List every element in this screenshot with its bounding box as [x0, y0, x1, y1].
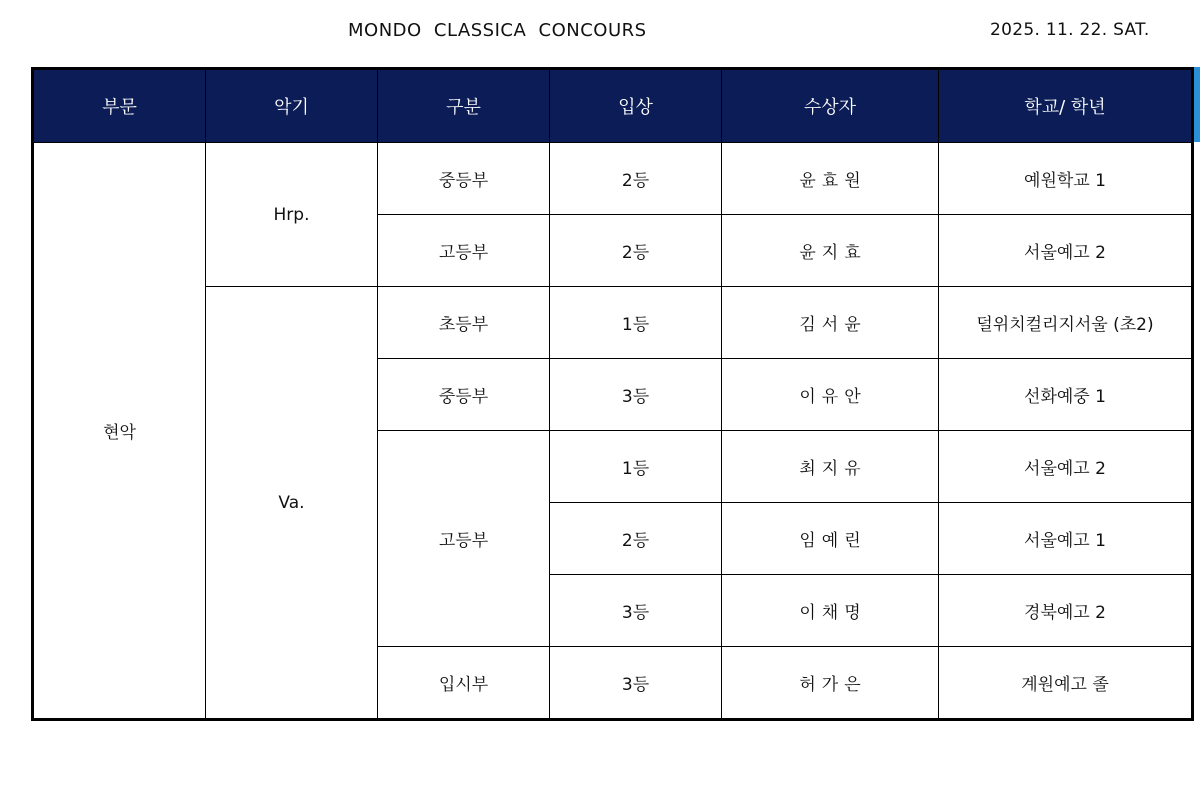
table-row — [33, 143, 1193, 215]
award-cell: 2등 — [550, 143, 722, 215]
school-cell: 서울예고 2 — [939, 215, 1193, 287]
column-header-school-grade: 학교/ 학년 — [939, 69, 1193, 143]
event-date: 2025. 11. 22. SAT. — [990, 20, 1150, 40]
school-cell: 경북예고 2 — [939, 575, 1193, 647]
column-header-winner: 수상자 — [722, 69, 939, 143]
instrument-cell: Va. — [206, 287, 378, 720]
winner-name-cell: 이유안 — [722, 359, 939, 431]
column-header-division: 부문 — [33, 69, 206, 143]
category-cell: 중등부 — [378, 359, 550, 431]
award-cell: 1등 — [550, 287, 722, 359]
results-table — [31, 67, 1194, 721]
school-cell: 덜위치컬리지서울 (초2) — [939, 287, 1193, 359]
table-row — [33, 287, 1193, 359]
award-cell: 3등 — [550, 575, 722, 647]
award-cell: 3등 — [550, 647, 722, 720]
column-header-instrument: 악기 — [206, 69, 378, 143]
instrument-cell: Hrp. — [206, 143, 378, 287]
award-cell: 2등 — [550, 215, 722, 287]
column-header-category: 구분 — [378, 69, 550, 143]
school-cell: 서울예고 1 — [939, 503, 1193, 575]
category-cell: 고등부 — [378, 215, 550, 287]
award-cell: 3등 — [550, 359, 722, 431]
category-cell: 입시부 — [378, 647, 550, 720]
winner-name-cell: 최지유 — [722, 431, 939, 503]
winner-name-cell: 허가은 — [722, 647, 939, 720]
concours-title: MONDO CLASSICA CONCOURS — [348, 20, 647, 41]
category-cell: 고등부 — [378, 431, 550, 647]
column-header-award: 입상 — [550, 69, 722, 143]
winner-name-cell: 이채명 — [722, 575, 939, 647]
award-cell: 1등 — [550, 431, 722, 503]
school-cell: 서울예고 2 — [939, 431, 1193, 503]
award-cell: 2등 — [550, 503, 722, 575]
school-cell: 계원예고 졸 — [939, 647, 1193, 720]
table-header-row — [33, 69, 1193, 143]
category-cell: 초등부 — [378, 287, 550, 359]
winner-name-cell: 윤효원 — [722, 143, 939, 215]
category-cell: 중등부 — [378, 143, 550, 215]
winner-name-cell: 임예린 — [722, 503, 939, 575]
school-cell: 선화예중 1 — [939, 359, 1193, 431]
school-cell: 예원학교 1 — [939, 143, 1193, 215]
winner-name-cell: 윤지효 — [722, 215, 939, 287]
winner-name-cell: 김서윤 — [722, 287, 939, 359]
division-cell: 현악 — [33, 143, 206, 720]
